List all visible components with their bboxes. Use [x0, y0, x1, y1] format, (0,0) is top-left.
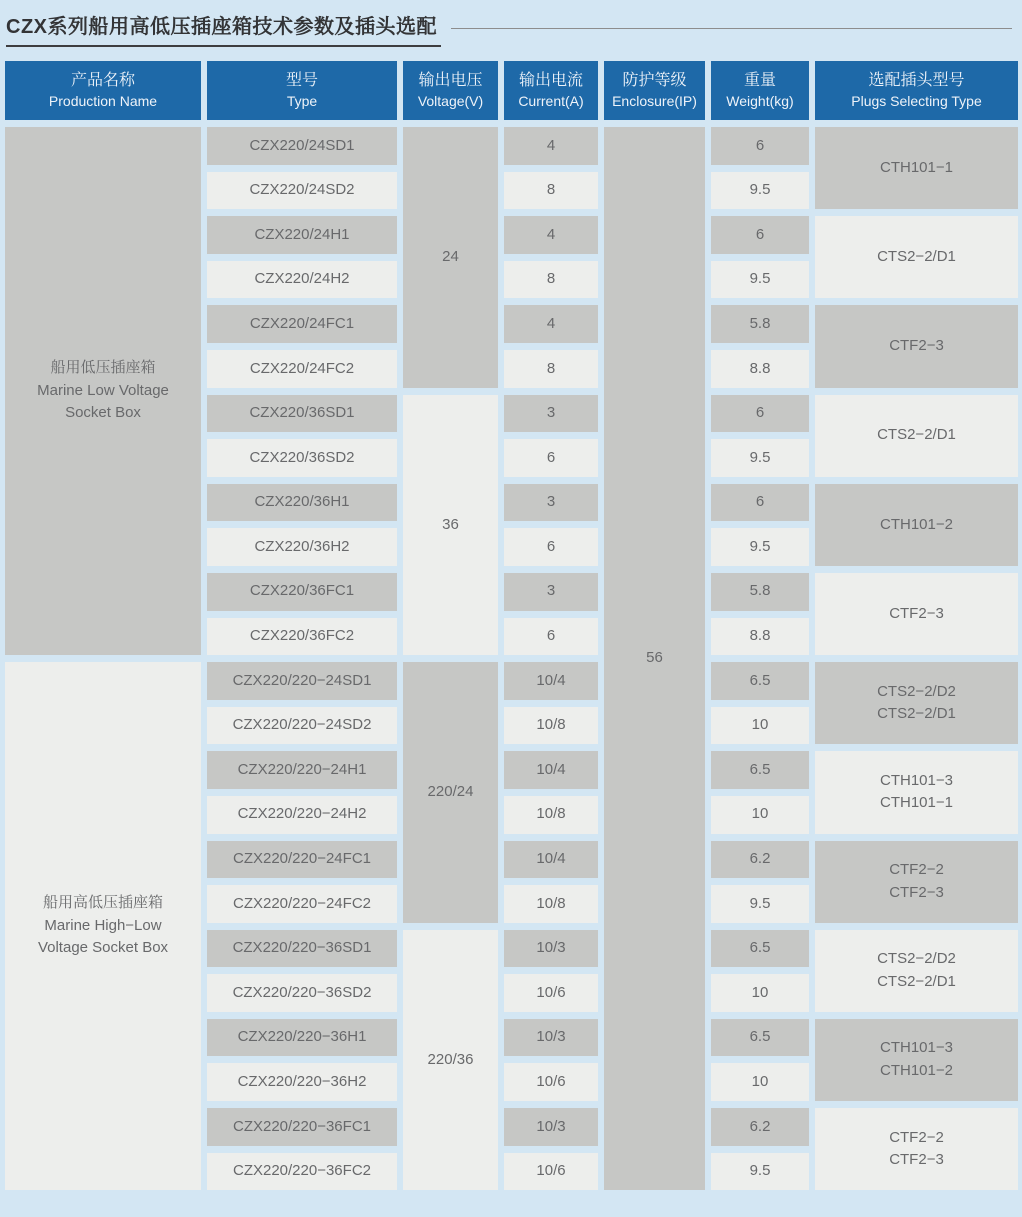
weight-cell: 6: [711, 484, 809, 522]
type-cell: CZX220/24H1: [207, 216, 397, 254]
plug-cell: [815, 484, 1018, 566]
plug-line: CTS2−2/D1: [877, 705, 956, 723]
plug-line: CTH101−2: [880, 515, 953, 533]
type-cell: CZX220/220−24SD1: [207, 662, 397, 700]
spec-table: [5, 61, 1018, 1190]
header-plugs-en: Plugs Selecting Type: [851, 93, 982, 110]
type-cell: CZX220/24H2: [207, 261, 397, 299]
current-cell: 3: [504, 395, 598, 433]
plug-cell: [815, 930, 1018, 1012]
plug-cell: [815, 216, 1018, 298]
weight-cell: 5.8: [711, 573, 809, 611]
type-cell: CZX220/36FC2: [207, 618, 397, 656]
plug-line: CTH101−1: [880, 158, 953, 176]
header-current-en: Current(A): [518, 93, 584, 110]
plug-cell: [815, 127, 1018, 209]
voltage-cell: 220/24: [403, 662, 498, 923]
plug-line: CTF2−3: [889, 604, 944, 622]
plug-cell: [815, 1019, 1018, 1101]
header-weight-en: Weight(kg): [726, 93, 794, 110]
weight-cell: 9.5: [711, 439, 809, 477]
plug-cell: [815, 1108, 1018, 1190]
title-rule-line: [451, 28, 1012, 29]
weight-cell: 9.5: [711, 528, 809, 566]
weight-cell: 6.5: [711, 662, 809, 700]
weight-cell: 6.2: [711, 841, 809, 879]
plug-line: CTS2−2/D1: [877, 248, 956, 266]
weight-cell: 6.5: [711, 1019, 809, 1057]
weight-cell: 6.2: [711, 1108, 809, 1146]
plug-line: CTH101−1: [880, 794, 953, 812]
current-cell: 6: [504, 439, 598, 477]
plug-line: CTS2−2/D2: [877, 950, 956, 968]
plug-line: CTF2−3: [889, 883, 944, 901]
plug-line: CTS2−2/D1: [877, 972, 956, 990]
enclosure-cell: 56: [604, 127, 705, 1190]
plug-cell: [815, 305, 1018, 387]
current-cell: 10/6: [504, 1063, 598, 1101]
current-cell: 10/8: [504, 885, 598, 923]
current-cell: 8: [504, 350, 598, 388]
type-cell: CZX220/36H2: [207, 528, 397, 566]
header-production-name-en: Production Name: [48, 93, 158, 110]
current-cell: 10/8: [504, 796, 598, 834]
type-cell: CZX220/24SD1: [207, 127, 397, 165]
weight-cell: 8.8: [711, 350, 809, 388]
plug-line: CTH101−2: [880, 1061, 953, 1079]
header-voltage-en: Voltage(V): [417, 93, 484, 110]
header-production-name-zh: 产品名称: [70, 71, 135, 89]
type-cell: CZX220/36SD1: [207, 395, 397, 433]
type-cell: CZX220/220−36SD2: [207, 974, 397, 1012]
current-cell: 10/3: [504, 1019, 598, 1057]
current-cell: 10/4: [504, 662, 598, 700]
current-cell: 4: [504, 127, 598, 165]
header-enclosure-zh: 防护等级: [622, 71, 687, 89]
weight-cell: 6: [711, 216, 809, 254]
production-group-en2: Socket Box: [65, 404, 141, 422]
type-cell: CZX220/220−24SD2: [207, 707, 397, 745]
header-production-name: [5, 61, 201, 120]
current-cell: 10/3: [504, 930, 598, 968]
current-cell: 10/4: [504, 841, 598, 879]
type-cell: CZX220/24SD2: [207, 172, 397, 210]
voltage-cell: 220/36: [403, 930, 498, 1191]
current-cell: 10/3: [504, 1108, 598, 1146]
production-group-low-voltage: [5, 127, 201, 655]
current-cell: 8: [504, 261, 598, 299]
type-cell: CZX220/220−36SD1: [207, 930, 397, 968]
weight-cell: 6.5: [711, 751, 809, 789]
type-cell: CZX220/220−24H2: [207, 796, 397, 834]
plug-line: CTS2−2/D1: [877, 426, 956, 444]
plug-line: CTH101−3: [880, 1039, 953, 1057]
header-voltage: [403, 61, 498, 120]
type-cell: CZX220/220−24H1: [207, 751, 397, 789]
type-cell: CZX220/220−24FC1: [207, 841, 397, 879]
header-voltage-zh: 输出电压: [418, 71, 483, 89]
current-cell: 6: [504, 618, 598, 656]
current-cell: 10/6: [504, 1153, 598, 1191]
weight-cell: 10: [711, 1063, 809, 1101]
weight-cell: 8.8: [711, 618, 809, 656]
voltage-cell: 36: [403, 395, 498, 656]
production-group-en2: Voltage Socket Box: [37, 939, 169, 957]
production-group-en1: Marine Low Voltage: [37, 381, 169, 399]
plug-line: CTS2−2/D2: [877, 682, 956, 700]
production-group-zh: 船用低压插座箱: [50, 359, 156, 377]
type-cell: CZX220/36SD2: [207, 439, 397, 477]
type-cell: CZX220/220−24FC2: [207, 885, 397, 923]
type-cell: CZX220/36FC1: [207, 573, 397, 611]
weight-cell: 6: [711, 127, 809, 165]
weight-cell: 6: [711, 395, 809, 433]
header-weight: [711, 61, 809, 120]
plug-line: CTF2−2: [889, 1128, 944, 1146]
weight-cell: 10: [711, 707, 809, 745]
type-cell: CZX220/220−36FC2: [207, 1153, 397, 1191]
current-cell: 4: [504, 216, 598, 254]
type-cell: CZX220/36H1: [207, 484, 397, 522]
plug-line: CTF2−3: [889, 337, 944, 355]
header-enclosure: [604, 61, 705, 120]
current-cell: 10/4: [504, 751, 598, 789]
plug-cell: [815, 751, 1018, 833]
header-type: [207, 61, 397, 120]
header-current: [504, 61, 598, 120]
current-cell: 4: [504, 305, 598, 343]
current-cell: 6: [504, 528, 598, 566]
header-type-en: Type: [286, 93, 318, 110]
type-cell: CZX220/24FC1: [207, 305, 397, 343]
weight-cell: 9.5: [711, 261, 809, 299]
header-plugs: [815, 61, 1018, 120]
header-enclosure-en: Enclosure(IP): [612, 93, 697, 110]
type-cell: CZX220/24FC2: [207, 350, 397, 388]
header-plugs-zh: 选配插头型号: [868, 71, 965, 89]
weight-cell: 9.5: [711, 885, 809, 923]
production-group-en1: Marine High−Low: [44, 916, 162, 934]
current-cell: 8: [504, 172, 598, 210]
plug-line: CTH101−3: [880, 771, 953, 789]
plug-cell: [815, 395, 1018, 477]
header-type-zh: 型号: [285, 71, 318, 89]
plug-line: CTF2−3: [889, 1151, 944, 1169]
weight-cell: 5.8: [711, 305, 809, 343]
plug-line: CTF2−2: [889, 861, 944, 879]
plug-cell: [815, 662, 1018, 744]
weight-cell: 6.5: [711, 930, 809, 968]
current-cell: 3: [504, 484, 598, 522]
voltage-cell: 24: [403, 127, 498, 388]
plug-cell: [815, 841, 1018, 923]
current-cell: 10/6: [504, 974, 598, 1012]
production-group-zh: 船用高低压插座箱: [42, 894, 163, 912]
weight-cell: 9.5: [711, 172, 809, 210]
production-group-high-low-voltage: [5, 662, 201, 1190]
header-current-zh: 输出电流: [518, 71, 583, 89]
weight-cell: 9.5: [711, 1153, 809, 1191]
plug-cell: [815, 573, 1018, 655]
page-title: CZX系列船用高低压插座箱技术参数及插头选配: [6, 10, 441, 47]
weight-cell: 10: [711, 974, 809, 1012]
type-cell: CZX220/220−36H1: [207, 1019, 397, 1057]
type-cell: CZX220/220−36FC1: [207, 1108, 397, 1146]
type-cell: CZX220/220−36H2: [207, 1063, 397, 1101]
current-cell: 10/8: [504, 707, 598, 745]
weight-cell: 10: [711, 796, 809, 834]
current-cell: 3: [504, 573, 598, 611]
header-weight-zh: 重量: [743, 71, 776, 89]
title-row: [6, 10, 1012, 47]
